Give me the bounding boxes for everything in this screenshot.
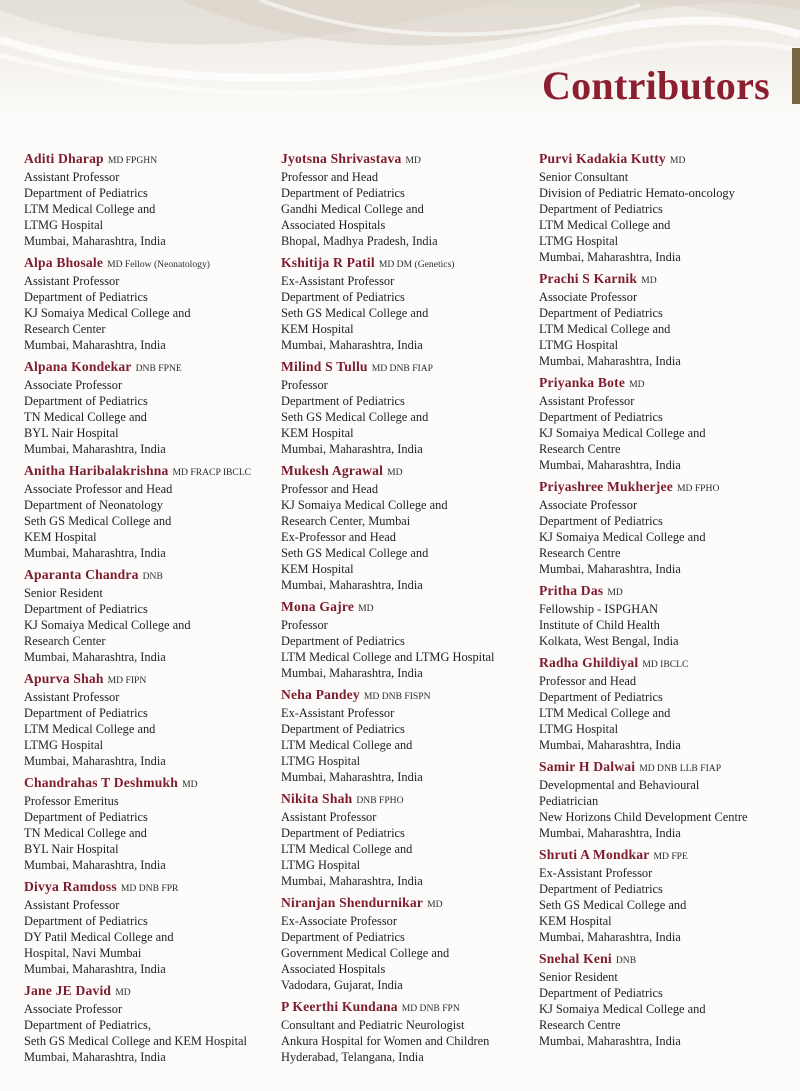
contributor-detail-line: Hyderabad, Telangana, India — [281, 1050, 424, 1065]
contributor-detail-line: Mumbai, Maharashtra, India — [24, 754, 166, 769]
contributor-detail-line: Associate Professor — [24, 377, 123, 392]
contributor-detail-line: Assistant Professor — [24, 273, 120, 288]
contributor-credentials: MD DM (Genetics) — [378, 258, 455, 270]
contributor-detail-line: Hospital, Navi Mumbai — [24, 946, 142, 961]
contributor-detail-line: Department of Pediatrics — [539, 514, 663, 529]
contributor-entry — [281, 151, 543, 249]
contributor-detail-line: LTMG Hospital — [539, 234, 619, 249]
contributor-detail-line: Ex-Assistant Professor — [281, 273, 395, 288]
contributor-detail-line: Mumbai, Maharashtra, India — [24, 234, 166, 249]
contributor-heading — [539, 375, 797, 393]
contributor-entry — [281, 999, 543, 1065]
contributor-detail-line: Department of Pediatrics — [24, 705, 148, 720]
contributor-detail-line: Assistant Professor — [24, 170, 120, 184]
contributor-name: Pritha Das — [539, 582, 604, 598]
contributor-heading — [281, 255, 543, 273]
contributor-name: Neha Pandey — [281, 686, 360, 702]
contributor-heading — [24, 879, 286, 897]
contributor-detail-line: New Horizons Child Development Centre — [539, 809, 748, 824]
contributor-detail-line: Department of Pediatrics — [539, 202, 663, 217]
contributor-detail-line: Mumbai, Maharashtra, India — [24, 546, 166, 561]
contributor-name: Mukesh Agrawal — [281, 462, 384, 478]
contributor-detail-line: Department of Pediatrics — [281, 634, 405, 649]
contributor-detail-line: Mumbai, Maharashtra, India — [539, 354, 681, 369]
contributor-heading — [539, 655, 797, 673]
contributor-detail-line: LTM Medical College and — [539, 218, 671, 233]
contributor-name: Snehal Keni — [539, 950, 612, 966]
contributor-detail-line: BYL Nair Hospital — [24, 842, 119, 857]
contributor-credentials: MD Fellow (Neonatology) — [107, 258, 210, 270]
contributor-detail-line: Associated Hospitals — [281, 218, 386, 233]
contributor-detail-line: Department of Pediatrics — [24, 809, 148, 824]
contributor-detail-line: Mumbai, Maharashtra, India — [539, 1033, 681, 1048]
contributor-heading — [24, 775, 286, 793]
contributor-credentials: MD FPE — [653, 850, 688, 862]
contributor-credentials: DNB FPHO — [356, 794, 404, 806]
contributor-entry — [24, 983, 286, 1065]
contributor-entry — [24, 359, 286, 457]
contributor-heading — [24, 567, 286, 585]
contributor-entry — [281, 359, 543, 457]
contributor-detail-line: Department of Pediatrics — [539, 306, 663, 321]
contributor-detail-line: Gandhi Medical College and — [281, 202, 424, 217]
contributor-detail-line: LTMG Hospital — [539, 338, 619, 353]
contributor-entry — [24, 151, 286, 249]
contributor-detail-line: Consultant and Pediatric Neurologist — [281, 1017, 465, 1032]
contributor-heading — [539, 271, 797, 289]
contributor-name: Niranjan Shendurnikar — [281, 894, 424, 910]
contributor-detail-line: Mumbai, Maharashtra, India — [24, 962, 166, 977]
contributor-heading — [281, 999, 543, 1017]
contributor-credentials: MD — [607, 586, 623, 598]
contributor-entry — [24, 567, 286, 665]
contributor-credentials: MD — [358, 603, 374, 615]
contributor-credentials: DNB FPNE — [135, 362, 182, 374]
contributor-detail-line: LTM Medical College and — [281, 738, 413, 753]
contributor-credentials: MD — [115, 986, 131, 998]
contributor-detail-line: Assistant Professor — [281, 809, 377, 824]
contributors-column-2 — [281, 151, 543, 1071]
contributor-detail-line: Department of Pediatrics — [281, 722, 405, 737]
contributor-detail-line: LTMG Hospital — [24, 738, 104, 753]
contributor-detail-line: Fellowship - ISPGHAN — [539, 601, 659, 616]
contributor-credentials: MD — [387, 466, 403, 478]
contributor-entry — [539, 151, 797, 266]
contributor-detail-line: Mumbai, Maharashtra, India — [539, 562, 681, 577]
contributor-detail-line: Mumbai, Maharashtra, India — [539, 738, 681, 753]
contributor-credentials: MD — [182, 778, 198, 790]
contributor-detail-line: LTM Medical College and — [539, 705, 671, 720]
contributor-heading — [281, 895, 543, 913]
contributor-detail-line: Mumbai, Maharashtra, India — [539, 929, 681, 944]
contributor-detail-line: Kolkata, West Bengal, India — [539, 634, 679, 649]
contributor-credentials: MD — [405, 155, 421, 166]
contributor-detail-line: Seth GS Medical College and — [539, 897, 687, 912]
contributor-detail-line: Department of Pediatrics — [539, 410, 663, 425]
contributor-detail-line: Mumbai, Maharashtra, India — [281, 666, 423, 681]
contributor-detail-line: Department of Pediatrics — [24, 394, 148, 409]
contributor-credentials: MD FPHO — [676, 483, 720, 494]
contributor-detail-line: Mumbai, Maharashtra, India — [281, 442, 423, 457]
contributor-name: Apurva Shah — [24, 670, 104, 686]
contributor-name: Divya Ramdoss — [24, 878, 117, 894]
contributor-detail-line: Senior Consultant — [539, 170, 629, 184]
contributor-detail-line: Vadodara, Gujarat, India — [281, 978, 403, 993]
contributor-detail-line: KJ Somaiya Medical College and — [539, 426, 706, 441]
contributor-credentials: MD DNB FPN — [401, 1002, 460, 1014]
contributor-detail-line: LTMG Hospital — [539, 722, 619, 737]
contributor-heading — [281, 151, 543, 169]
contributor-detail-line: Ankura Hospital for Women and Children — [281, 1033, 490, 1048]
contributor-detail-line: Department of Pediatrics — [281, 929, 405, 944]
contributor-detail-line: Ex-Assistant Professor — [539, 865, 653, 880]
contributor-detail-line: KJ Somaiya Medical College and — [24, 306, 191, 321]
contributor-detail-line: KJ Somaiya Medical College and — [539, 530, 706, 545]
contributor-detail-line: Professor and Head — [281, 481, 379, 496]
contributor-heading — [24, 151, 286, 169]
contributor-detail-line: Department of Neonatology — [24, 498, 164, 512]
contributor-detail-line: Research Center — [24, 634, 106, 649]
contributor-detail-line: Department of Pediatrics — [281, 826, 405, 840]
contributor-detail-line: LTMG Hospital — [281, 858, 361, 873]
contributor-detail-line: Division of Pediatric Hemato-oncology — [539, 186, 735, 201]
contributor-detail-line: KEM Hospital — [281, 426, 354, 441]
contributor-entry — [539, 655, 797, 753]
contributor-entry — [281, 255, 543, 353]
contributor-detail-line: TN Medical College and — [24, 410, 147, 425]
contributor-detail-line: DY Patil Medical College and — [24, 929, 174, 944]
contributor-heading — [281, 599, 543, 617]
contributor-entry — [539, 583, 797, 649]
contributor-detail-line: Seth GS Medical College and — [281, 410, 429, 425]
contributor-credentials: MD IBCLC — [642, 658, 689, 670]
contributor-detail-line: Department of Pediatrics — [539, 881, 663, 896]
contributor-name: Samir H Dalwai — [539, 758, 636, 774]
contributor-detail-line: Department of Pediatrics — [281, 186, 405, 201]
accent-bar — [792, 48, 800, 104]
contributor-detail-line: Mumbai, Maharashtra, India — [24, 442, 166, 457]
contributor-detail-line: Department of Pediatrics — [281, 290, 405, 305]
contributor-heading — [539, 583, 797, 601]
contributor-detail-line: LTMG Hospital — [281, 754, 361, 769]
contributor-detail-line: Seth GS Medical College and — [24, 514, 172, 529]
contributor-heading — [281, 687, 543, 705]
contributor-entry — [281, 791, 543, 889]
contributor-detail-line: Senior Resident — [539, 969, 618, 984]
contributor-detail-line: Mumbai, Maharashtra, India — [281, 338, 423, 353]
contributor-detail-line: Mumbai, Maharashtra, India — [24, 650, 166, 665]
contributor-detail-line: LTMG Hospital — [24, 218, 104, 233]
contributor-detail-line: Pediatrician — [539, 793, 599, 808]
contributor-detail-line: Mumbai, Maharashtra, India — [539, 458, 681, 473]
contributor-detail-line: Seth GS Medical College and — [281, 306, 429, 321]
contributor-entry — [24, 671, 286, 769]
contributor-name: Priyashree Mukherjee — [539, 479, 673, 494]
contributor-detail-line: Bhopal, Madhya Pradesh, India — [281, 234, 438, 249]
contributor-detail-line: Developmental and Behavioural — [539, 777, 700, 792]
contributor-detail-line: Mumbai, Maharashtra, India — [24, 858, 166, 873]
contributor-name: Chandrahas T Deshmukh — [24, 774, 179, 790]
contributor-detail-line: Department of Pediatrics — [24, 290, 148, 305]
contributor-detail-line: Department of Pediatrics — [281, 394, 405, 409]
contributor-heading — [539, 759, 797, 777]
contributor-detail-line: Senior Resident — [24, 585, 103, 600]
contributor-entry — [281, 463, 543, 594]
contributor-entry — [539, 759, 797, 841]
contributor-name: Kshitija R Patil — [281, 254, 375, 270]
contributor-heading — [24, 463, 286, 481]
contributor-detail-line: LTM Medical College and — [539, 322, 671, 337]
contributor-detail-line: Professor and Head — [281, 170, 379, 184]
contributor-detail-line: Department of Pediatrics — [24, 186, 148, 201]
contributor-detail-line: Research Centre — [539, 442, 621, 457]
contributor-detail-line: Institute of Child Health — [539, 618, 660, 633]
contributor-detail-line: Ex-Associate Professor — [281, 913, 397, 928]
contributor-credentials: MD FRACP IBCLC — [172, 466, 252, 478]
contributor-detail-line: Professor — [281, 618, 328, 633]
contributor-detail-line: Associate Professor and Head — [24, 481, 173, 496]
contributor-detail-line: Assistant Professor — [24, 689, 120, 704]
contributor-detail-line: Research Centre — [539, 1017, 621, 1032]
contributor-detail-line: LTM Medical College and LTMG Hospital — [281, 650, 495, 665]
contributor-entry — [281, 599, 543, 681]
contributor-detail-line: Professor and Head — [539, 673, 637, 688]
contributor-name: Anitha Haribalakrishna — [24, 462, 169, 478]
contributor-entry — [281, 687, 543, 785]
contributor-detail-line: Research Centre — [539, 546, 621, 561]
contributor-detail-line: Mumbai, Maharashtra, India — [539, 826, 681, 840]
contributor-entry — [539, 951, 797, 1049]
contributor-credentials: MD — [629, 379, 645, 391]
contributor-detail-line: Department of Pediatrics — [24, 913, 148, 928]
contributor-heading — [281, 463, 543, 481]
contributor-heading — [539, 951, 797, 969]
contributor-detail-line: KJ Somaiya Medical College and — [539, 1001, 706, 1016]
contributor-credentials: MD — [427, 898, 443, 910]
contributor-credentials: MD FIPN — [107, 674, 147, 686]
contributor-detail-line: Research Center — [24, 322, 106, 337]
contributor-name: Purvi Kadakia Kutty — [539, 151, 666, 166]
contributor-heading — [24, 359, 286, 377]
contributor-entry — [539, 479, 797, 577]
contributor-entry — [24, 775, 286, 873]
contributor-entry — [539, 375, 797, 473]
contributor-detail-line: Mumbai, Maharashtra, India — [281, 874, 423, 889]
contributor-detail-line: Mumbai, Maharashtra, India — [281, 578, 423, 593]
contributor-detail-line: BYL Nair Hospital — [24, 426, 119, 441]
contributors-column-3 — [539, 151, 797, 1055]
contributor-credentials: MD FPGHN — [107, 155, 158, 166]
contributor-detail-line: Associate Professor — [539, 290, 638, 305]
contributor-detail-line: Seth GS Medical College and — [281, 546, 429, 561]
contributor-detail-line: Mumbai, Maharashtra, India — [24, 338, 166, 353]
contributor-detail-line: KEM Hospital — [539, 913, 612, 928]
contributor-heading — [24, 255, 286, 273]
contributors-column-1 — [24, 151, 286, 1071]
contributor-detail-line: Ex-Assistant Professor — [281, 705, 395, 720]
contributor-name: P Keerthi Kundana — [281, 998, 398, 1014]
contributor-detail-line: Seth GS Medical College and KEM Hospital — [24, 1033, 248, 1048]
contributor-name: Alpana Kondekar — [24, 358, 132, 374]
contributor-detail-line: Mumbai, Maharashtra, India — [281, 770, 423, 785]
contributor-detail-line: Ex-Professor and Head — [281, 530, 396, 545]
contributor-detail-line: KJ Somaiya Medical College and — [281, 498, 448, 512]
contributor-detail-line: Department of Pediatrics — [24, 601, 148, 616]
contributor-heading — [539, 479, 797, 497]
contributor-credentials: MD — [669, 155, 686, 166]
contributor-detail-line: TN Medical College and — [24, 826, 147, 840]
contributor-detail-line: Research Center, Mumbai — [281, 514, 411, 529]
contributor-detail-line: KEM Hospital — [24, 530, 97, 545]
contributor-detail-line: KEM Hospital — [281, 562, 354, 577]
contributor-credentials: MD DNB LLB FIAP — [639, 762, 722, 774]
contributor-detail-line: Professor — [281, 377, 328, 392]
contributor-heading — [24, 983, 286, 1001]
contributor-heading — [281, 359, 543, 377]
contributor-entry — [281, 895, 543, 993]
contributor-detail-line: Associate Professor — [539, 498, 638, 512]
contributor-detail-line: LTM Medical College and — [24, 722, 156, 737]
contributor-detail-line: Assistant Professor — [24, 897, 120, 912]
contributor-name: Milind S Tullu — [281, 358, 368, 374]
contributor-credentials: DNB — [142, 570, 163, 582]
contributor-detail-line: Department of Pediatrics — [539, 689, 663, 704]
contributor-credentials: MD — [641, 275, 657, 287]
contributor-entry — [539, 847, 797, 945]
contributor-detail-line: KEM Hospital — [281, 322, 354, 337]
contributor-credentials: MD DNB FISPN — [363, 690, 431, 702]
contributor-entry — [24, 255, 286, 353]
contributor-credentials: MD DNB FIAP — [371, 362, 433, 374]
contributor-detail-line: KJ Somaiya Medical College and — [24, 618, 191, 633]
contributor-name: Alpa Bhosale — [24, 254, 104, 270]
contributor-name: Jyotsna Shrivastava — [281, 151, 402, 166]
contributor-name: Priyanka Bote — [539, 375, 626, 391]
contributor-entry — [24, 463, 286, 561]
contributor-detail-line: Mumbai, Maharashtra, India — [24, 1050, 166, 1065]
contributor-name: Jane JE David — [24, 982, 112, 998]
contributor-detail-line: Associated Hospitals — [281, 962, 386, 977]
contributor-detail-line: Mumbai, Maharashtra, India — [539, 250, 681, 265]
contributor-detail-line: LTM Medical College and — [281, 842, 413, 857]
contributor-heading — [24, 671, 286, 689]
page-title: Contributors — [541, 63, 770, 108]
contributor-detail-line: Professor Emeritus — [24, 793, 119, 808]
contributor-entry — [24, 879, 286, 977]
contributor-name: Aparanta Chandra — [24, 566, 139, 582]
contributor-detail-line: LTM Medical College and — [24, 202, 156, 217]
contributor-name: Aditi Dharap — [24, 151, 104, 166]
contributor-heading — [539, 847, 797, 865]
contributor-name: Radha Ghildiyal — [539, 654, 639, 670]
page-header — [0, 0, 800, 130]
contributor-name: Nikita Shah — [281, 790, 353, 806]
contributor-detail-line: Assistant Professor — [539, 394, 635, 409]
contributor-heading — [281, 791, 543, 809]
contributor-heading — [539, 151, 797, 169]
contributor-name: Mona Gajre — [281, 599, 355, 615]
contributor-entry — [539, 271, 797, 369]
contributor-credentials: MD DNB FPR — [120, 882, 179, 894]
contributor-name: Prachi S Karnik — [539, 271, 638, 287]
contributor-detail-line: Department of Pediatrics, — [24, 1017, 151, 1032]
contributor-detail-line: Government Medical College and — [281, 946, 450, 961]
contributor-credentials: DNB — [615, 954, 637, 966]
contributor-detail-line: Department of Pediatrics — [539, 985, 663, 1000]
contributor-name: Shruti A Mondkar — [539, 846, 650, 862]
contributor-detail-line: Associate Professor — [24, 1001, 123, 1016]
